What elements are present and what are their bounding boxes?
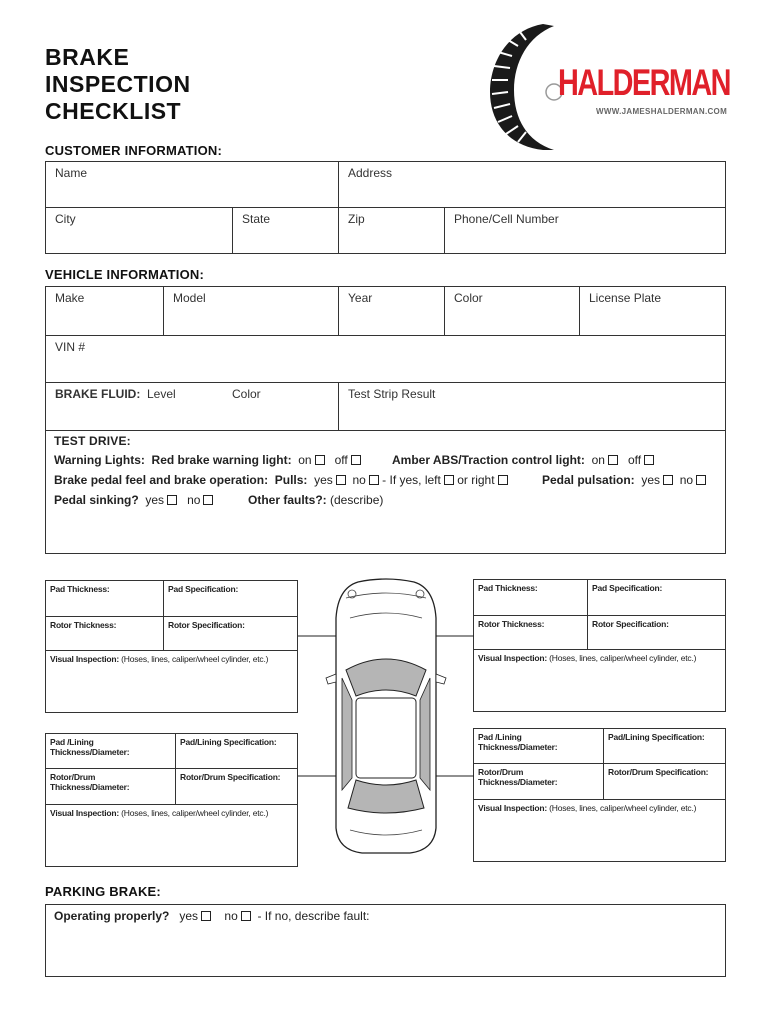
lf-rotor-spec[interactable]: Rotor Specification: [163, 616, 298, 651]
vin-field[interactable]: VIN # [45, 335, 726, 383]
abs-light-on-checkbox[interactable] [608, 455, 618, 465]
pulsation-yes-checkbox[interactable] [663, 475, 673, 485]
lf-rotor-thickness[interactable]: Rotor Thickness: [45, 616, 164, 651]
pulls-no-checkbox[interactable] [369, 475, 379, 485]
customer-heading: CUSTOMER INFORMATION: [45, 143, 223, 158]
lr-drum-spec[interactable]: Rotor/Drum Specification: [175, 768, 298, 805]
model-field[interactable]: Model [163, 286, 339, 336]
rr-visual-inspection[interactable]: Visual Inspection: (Hoses, lines, caliper/wheel cylinder, etc.) [473, 799, 726, 862]
phone-field[interactable]: Phone/Cell Number [444, 207, 726, 254]
parking-operating-row: Operating properly? yes no - If no, describe fault: [54, 909, 370, 923]
make-field[interactable]: Make [45, 286, 164, 336]
lf-pad-thickness[interactable]: Pad Thickness: [45, 580, 164, 617]
color-field[interactable]: Color [444, 286, 580, 336]
brake-fluid-field[interactable]: BRAKE FLUID: Level Color [45, 382, 339, 431]
test-strip-field[interactable]: Test Strip Result [338, 382, 726, 431]
logo-url: WWW.JAMESHALDERMAN.COM [596, 107, 728, 116]
license-plate-field[interactable]: License Plate [579, 286, 726, 336]
car-top-view-diagram [298, 578, 474, 858]
lr-lining-spec[interactable]: Pad/Lining Specification: [175, 733, 298, 769]
state-field[interactable]: State [232, 207, 339, 254]
pedal-pulsation-row: Pedal pulsation: yes no [542, 473, 706, 487]
rf-pad-thickness[interactable]: Pad Thickness: [473, 579, 588, 616]
zip-field[interactable]: Zip [338, 207, 445, 254]
parking-no-checkbox[interactable] [241, 911, 251, 921]
pulls-right-checkbox[interactable] [498, 475, 508, 485]
pedal-feel-row: Brake pedal feel and brake operation: Pulls: yes no - If yes, left or right [54, 473, 508, 487]
sinking-yes-checkbox[interactable] [167, 495, 177, 505]
lf-pad-spec[interactable]: Pad Specification: [163, 580, 298, 617]
rr-drum-spec[interactable]: Rotor/Drum Specification: [603, 763, 726, 800]
parking-heading: PARKING BRAKE: [45, 884, 161, 899]
year-field[interactable]: Year [338, 286, 445, 336]
lr-lining-thickness[interactable]: Pad /Lining Thickness/Diameter: [45, 733, 176, 769]
lr-visual-inspection[interactable]: Visual Inspection: (Hoses, lines, caliper/wheel cylinder, etc.) [45, 804, 298, 867]
red-light-off-checkbox[interactable] [351, 455, 361, 465]
other-faults-row: Other faults?: (describe) [248, 493, 384, 507]
pulsation-no-checkbox[interactable] [696, 475, 706, 485]
test-drive-box [45, 430, 726, 554]
rr-drum-thickness[interactable]: Rotor/Drum Thickness/Diameter: [473, 763, 604, 800]
page-title: BRAKE INSPECTION CHECKLIST [45, 44, 191, 124]
vehicle-heading: VEHICLE INFORMATION: [45, 267, 205, 282]
pedal-sinking-row: Pedal sinking? yes no [54, 493, 213, 507]
rr-lining-thickness[interactable]: Pad /Lining Thickness/Diameter: [473, 728, 604, 764]
pulls-yes-checkbox[interactable] [336, 475, 346, 485]
red-light-on-checkbox[interactable] [315, 455, 325, 465]
parking-yes-checkbox[interactable] [201, 911, 211, 921]
name-field[interactable]: Name [45, 161, 339, 208]
halderman-logo [488, 22, 728, 152]
pulls-left-checkbox[interactable] [444, 475, 454, 485]
test-drive-heading: TEST DRIVE: [54, 434, 131, 448]
address-field[interactable]: Address [338, 161, 726, 208]
rf-rotor-thickness[interactable]: Rotor Thickness: [473, 615, 588, 650]
rf-rotor-spec[interactable]: Rotor Specification: [587, 615, 726, 650]
lr-drum-thickness[interactable]: Rotor/Drum Thickness/Diameter: [45, 768, 176, 805]
rf-pad-spec[interactable]: Pad Specification: [587, 579, 726, 616]
rf-visual-inspection[interactable]: Visual Inspection: (Hoses, lines, caliper/wheel cylinder, etc.) [473, 649, 726, 712]
abs-light-row: Amber ABS/Traction control light: on off [392, 453, 654, 467]
abs-light-off-checkbox[interactable] [644, 455, 654, 465]
sinking-no-checkbox[interactable] [203, 495, 213, 505]
city-field[interactable]: City [45, 207, 233, 254]
rr-lining-spec[interactable]: Pad/Lining Specification: [603, 728, 726, 764]
logo-name: HALDERMAN [558, 62, 730, 103]
lf-visual-inspection[interactable]: Visual Inspection: (Hoses, lines, caliper/wheel cylinder, etc.) [45, 650, 298, 713]
warning-lights-row: Warning Lights: Red brake warning light: on off [54, 453, 361, 467]
